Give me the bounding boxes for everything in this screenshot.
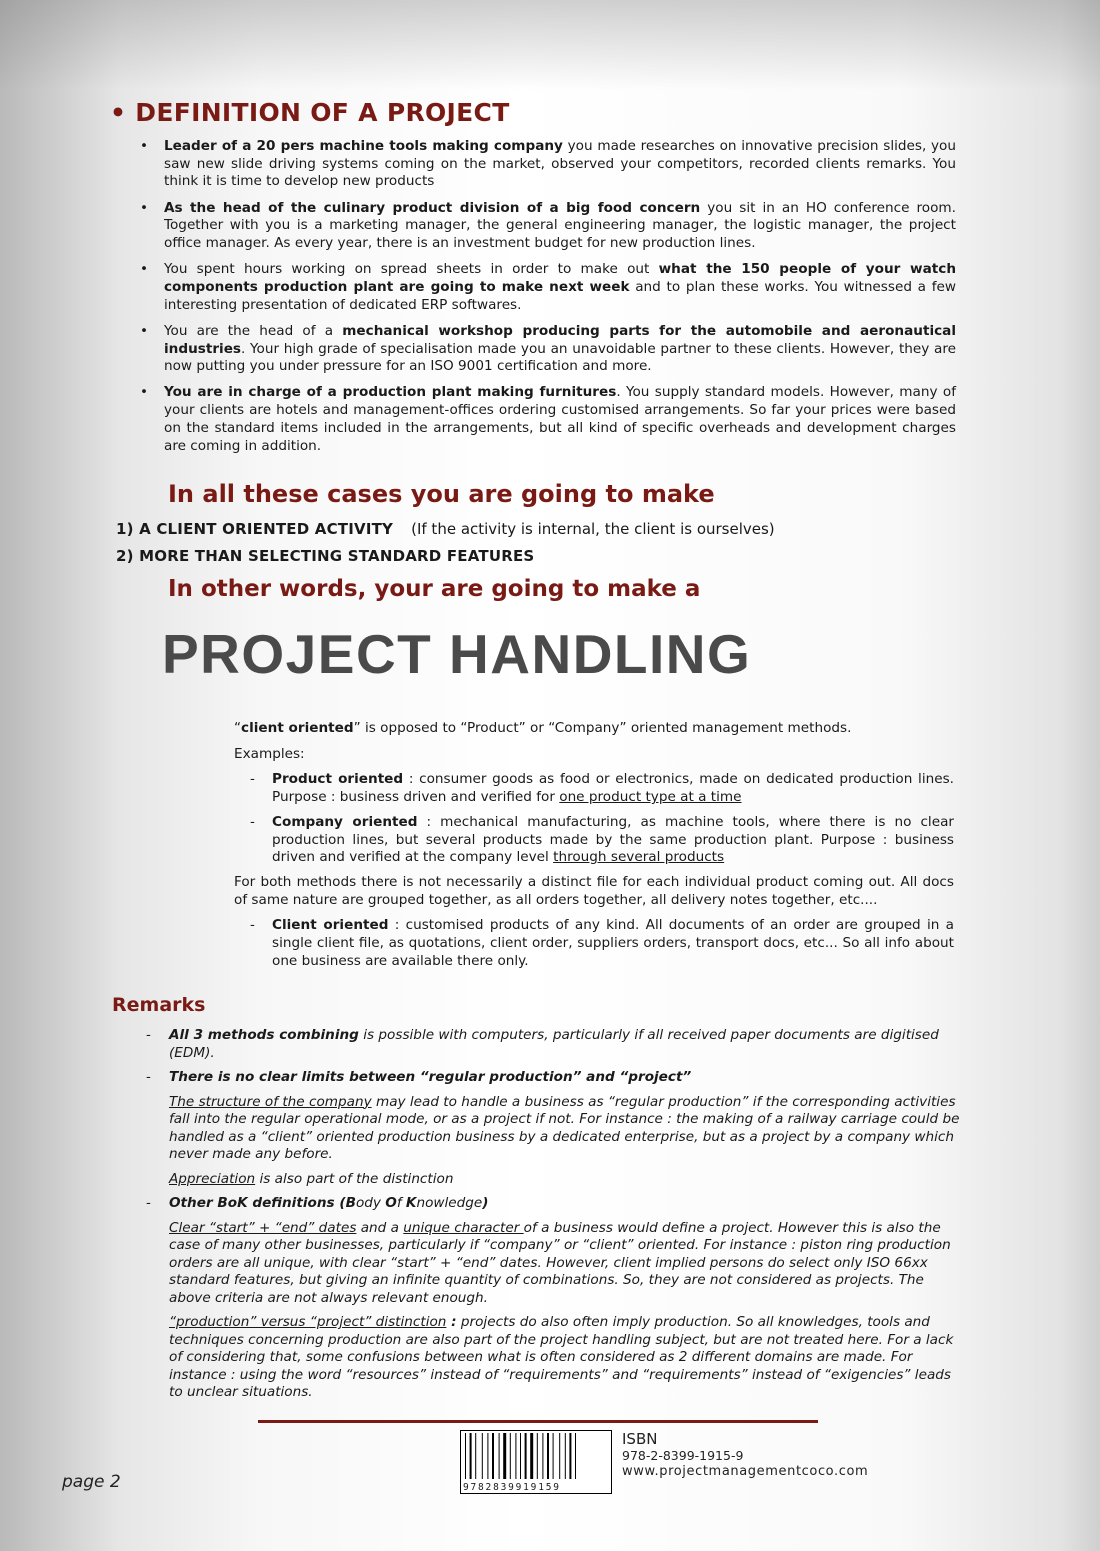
example-text: : consumer goods as food or electronics, made on dedicated production lines. Purpose : business driven and verified for [272, 771, 954, 806]
example-text: : mechanical manufacturing, as machine tools, where there is no clear production lines, but several products made by the same production plant. Purpose : business driven and verified at the company level [272, 813, 954, 866]
case-item [138, 384, 956, 455]
case-bold: mechanical workshop producing parts for the automobile and aeronautical industries [164, 322, 956, 357]
remark-bold: There is no clear limits between “regular production” and “project” [169, 1069, 692, 1085]
example-underline: through several products [553, 849, 725, 866]
client-oriented-block [234, 720, 954, 977]
remark-sub [146, 1094, 960, 1164]
remark-sub [146, 1171, 960, 1189]
isbn-info [622, 1430, 868, 1480]
intro-text: ” is opposed to “Product” or “Company” oriented management methods. [353, 720, 852, 736]
point-1 [116, 520, 775, 538]
barcode-bars [463, 1433, 609, 1479]
case-text: You are the head of a [164, 322, 343, 339]
case-text: you made researches on innovative precision slides, you saw new slide driving systems coming on the market, observed your competitors, recorded clients remarks. You think it is time to develop new products [164, 138, 956, 190]
isbn-barcode [460, 1430, 612, 1494]
words-heading: In other words, your are going to make a [168, 576, 701, 602]
remarks-title: Remarks [112, 994, 206, 1016]
case-bold: Leader of a 20 pers machine tools making company [164, 138, 563, 154]
example-product [234, 771, 954, 806]
remark-sub [146, 1220, 960, 1308]
case-bold: As the head of the culinary product division of a big food concern [164, 199, 701, 216]
case-item [138, 261, 956, 314]
big-title: PROJECT HANDLING [162, 623, 752, 685]
remark-sub [146, 1314, 960, 1402]
page-number: page 2 [62, 1472, 121, 1492]
point-1-note: (If the activity is internal, the client is ourselves) [411, 520, 775, 538]
remark-bold: : [446, 1314, 457, 1330]
barcode-digits: 9782839919159 [463, 1482, 609, 1493]
case-bold: what the 150 people of your watch components production plant are going to make next week [164, 261, 957, 295]
example-client [234, 917, 954, 970]
remark-underline: unique character [403, 1219, 524, 1236]
case-text: you sit in an HO conference room. Together with you is a marketing manager, the general engineering manager, the logistic manager, the project office manager. As every year, there is an investment budget for new production lines. [164, 199, 956, 252]
divider-rule [258, 1420, 818, 1423]
quote-mark: “ [234, 720, 242, 736]
section-title: • DEFINITION OF A PROJECT [110, 98, 510, 127]
case-text: You spent hours working on spread sheets in order to make out [164, 261, 659, 278]
remark-text: of a business would define a project. However this is also the case of many other businesses, particularly if “company” or “client” oriented. For instance : piston ring production orders are all unique, with clear “start” + “end” dates. However, client implied persons do select only ISO 66xx standard features, but giving an infinite quantity of combinations. So, they are not considered as projects. The above criteria are not always relevant enough. [169, 1219, 951, 1306]
case-text: . You supply standard models. However, many of your clients are hotels and management-offices ordering customised arrangements. So far your prices were based on the standard items included in the arrangements, but all kind of specific overheads and development charges are coming in addition. [164, 384, 956, 454]
remark-underline: Clear “start” + “end” dates [169, 1219, 357, 1236]
remarks-block [146, 1027, 960, 1409]
example-company [234, 814, 954, 867]
remark-text: and a [356, 1219, 404, 1236]
example-bold: Product oriented [272, 771, 404, 788]
remark-text: may lead to handle a business as “regular production” if the corresponding activities fall into the regular operational mode, or as a project if not. For instance : the making of a railway carriage could be handled as a “client” oriented production business by a dedicated enterprise, but as a project by a company which never made any before. [169, 1093, 960, 1162]
cases-heading: In all these cases you are going to make [168, 480, 715, 508]
website[interactable]: www.projectmanagementcoco.com [622, 1464, 869, 1479]
both-methods-text: For both methods there is not necessarily a distinct file for each individual product coming out. All docs of same nature are grouped together, as all orders together, all delivery notes together, etc.... [234, 873, 954, 908]
example-bold: Company oriented [272, 813, 418, 830]
client-oriented-intro [234, 720, 954, 738]
remark-item [146, 1069, 960, 1087]
case-item [138, 323, 956, 376]
point-1-label: 1) A CLIENT ORIENTED ACTIVITY [116, 520, 394, 538]
point-2-label: 2) MORE THAN SELECTING STANDARD FEATURES [116, 547, 535, 565]
case-text: . Your high grade of specialisation made you an unavoidable partner to these clients. However, they are now putting you under pressure for an ISO 9001 certification and more. [164, 340, 956, 375]
example-bold: Client oriented [272, 917, 389, 934]
remark-bold: Other BoK definitions (Body Of Knowledge) [169, 1195, 489, 1211]
remark-text: projects do also often imply production. So all knowledges, tools and techniques concerning production are also part of the project handling subject, but are not treated here. For a lack of considering that, some confusions between what is often considered as 2 different domains are made. For instance : using the word “resources” instead of “requirements” and “requirements” instead of “exigencies” leads to unclear situations. [169, 1314, 954, 1400]
remark-item [146, 1027, 960, 1062]
case-item [138, 138, 956, 191]
example-underline: one product type at a time [559, 789, 742, 806]
case-text: and to plan these works. You witnessed a few interesting presentation of dedicated ERP softwares. [164, 278, 956, 313]
remark-item [146, 1195, 960, 1213]
remark-underline: Appreciation [169, 1170, 256, 1187]
examples-list [234, 771, 954, 867]
example-text: : customised products of any kind. All documents of an order are grouped in a single client file, as quotations, client order, suppliers orders, transport docs, etc... So all info about one business are available there only. [272, 917, 954, 969]
intro-bold: client oriented [241, 720, 354, 736]
examples-label: Examples: [234, 745, 305, 762]
remark-underline: “production” versus “project” distinction [169, 1314, 447, 1330]
isbn-number: 978-2-8399-1915-9 [622, 1448, 744, 1463]
case-bold: You are in charge of a production plant making furnitures [164, 384, 617, 401]
remark-text: is also part of the distinction [255, 1170, 454, 1187]
remark-bold: All 3 methods combining [169, 1027, 359, 1043]
remark-text: is possible with computers, particularly if all received paper documents are digitised (EDM). [169, 1027, 939, 1061]
point-2 [116, 547, 534, 565]
isbn-label: ISBN [622, 1430, 658, 1448]
cases-list [138, 138, 956, 464]
case-item [138, 200, 956, 253]
remark-underline: The structure of the company [169, 1093, 372, 1110]
client-list [234, 917, 954, 970]
